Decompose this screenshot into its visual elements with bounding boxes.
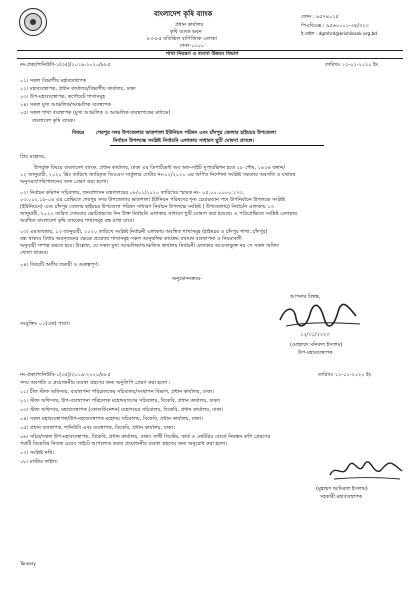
paragraph-line: জানুয়ারী, ২০২০ তারিখ সোমবার ভোটগ্রহণের দিন উক্ত নির্বাচনি এলাকায় সাধারণ ছুটি ঘোষণা করা হয়েছে। এ পরিপ্রেক্ষিতে সংশ্লিষ্ট এলাকায়: [20, 211, 298, 217]
paragraph-line: অনুসরণ/পরিপালনের জন্য প্রেরণ করা হলো।: [20, 179, 109, 185]
copy-item: ০৬। সচিব/সকল উপ-মহাব্যবস্থাপক, বিকেবি, প্রধান কার্যালয়, ঢাকা। সাথী সিস্টেম, কার্ড ও নোটরিয় বোর্ডে নিবন্ধন কপি প্রেরণের: [20, 434, 271, 440]
bank-logo-icon: [19, 8, 47, 36]
office-address: ৮৩-৮৫ মতিঝিল বাণিজ্যিক এলাকা: [147, 36, 217, 42]
paragraph-line: ০৪। বিষয়টি অতীব জরুরী ও গুরুত্বপূর্ণ।: [20, 262, 99, 268]
memo-date: তারিখঃ ১২-০১-২০২০ ইং: [325, 62, 378, 68]
paragraph-line: উপর্যুক্ত বিষয়ে বাংলাদেশ ব্যাংক, প্রধান কার্যালয়, ঢাকা এর ডিপার্টমেন্ট অব অফ-সাইট সুপারভিশন হতে ২৮ পৌষ, ১৪২৬ বঙ্গাব্দ/: [34, 165, 285, 171]
recipient-org: বাংলাদেশ কৃষি ব্যাংক।: [32, 118, 76, 124]
copy-item: পত্রটি বিকেবির নিজস্ব ওয়েব সাইটে আপলোড করার প্রয়োজনীয় ব্যবস্থা গ্রহণের জন্য অনুরোধ করা হলো।: [20, 441, 227, 447]
subject-line: নির্বাচন উপলক্ষে সংশ্লিষ্ট নির্বাচনি এলাকায় সাধারণ ছুটি ঘোষণা প্রসঙ্গে।: [113, 138, 255, 144]
department-name: শাখা নিয়ন্ত্রণ ও ব্যবসা উন্নয়ন বিভাগ: [166, 51, 239, 57]
paragraph-line: (ইউনিয়নে) এবং চাঁদপুর জেলার হাইমচর উপজেলা পরিষদ সাধারণ নির্বাচন উপলক্ষে সংশ্লিষ্ট ( উপজেলায়) নির্বাচনি এলাকায় ১৩: [20, 204, 274, 210]
copy-item: ০১। চীফ স্টাফ অফিসার, ব্যবস্থাপনা পরিচালকের সচিবালয়/সংস্থাপন বিভাগ, প্রধান কার্যালয়, ঢাকা।: [20, 389, 214, 395]
recipient-item: ০১। সকল বিভাগীয় মহাব্যবস্থাপক: [20, 78, 87, 84]
phone-number: ফোন : ৯৫৭৪০২৫: [301, 14, 339, 20]
salutation: প্রিয় মহোদয়,: [20, 154, 46, 160]
office-name: প্রধান কার্যালয়: [175, 22, 204, 28]
signer-name: (মোহাম্মদ মনিরুল ইসলাম): [290, 342, 343, 348]
copy-item: ০২। স্টাফ অফিসার, উপ-ব্যবস্থাপনা পরিচালক মহোদয়গণের সচিবালয়, বিকেবি, প্রধান কার্যালয়, ঢাকা।: [20, 398, 221, 404]
copy-item: ০৭। সংশ্লিষ্ট নথি।: [20, 450, 55, 456]
signer-title: সহকারী মহাব্যবস্থাপক: [320, 494, 363, 500]
paragraph-line: খোলা থাকবে।: [20, 250, 49, 256]
approval-text: অনুমোদনক্রমে-: [172, 276, 202, 282]
signer-name: (মুহাম্মদ আমিরুল ইসলাম): [316, 486, 368, 492]
copy-item: ০৩। স্টাফ অফিসার, মহাব্যবস্থাপক (কোঅর্ডিনেশন) মহোদয়ের সচিবালয়, বিকেবি, প্রধান কার্যালয়, ঢাকা।: [20, 407, 224, 413]
signer-title: উপ-মহাব্যবস্থাপক: [298, 350, 333, 356]
recipient-item: ০৪। সকল মুখ্য আঞ্চলিক/আঞ্চলিক ব্যবস্থাপক: [20, 102, 111, 108]
footer-note: Tannery: [20, 561, 36, 566]
memo-reference: নং-প্রকা/শানিউবি-১(৩৫)/২০১৯-২০২০/৮৮৫: [20, 62, 111, 68]
memo-date: তারিখঃ ১২-০১-২০২০ ইং: [318, 372, 371, 378]
copy-item: ০৪। সকল মহাব্যবস্থাপক/উপ-মহাব্যবস্থাপক মহোদয় সচিবালয়, বিকেবি, প্রধান কার্যালয়, ঢাকা।: [20, 416, 203, 422]
subject-label: বিষয়ঃ: [72, 130, 85, 136]
memo-reference: নং-প্রকা/শানিউবি-১(৩৫)/২০১৯-২০২০/৮৮৫: [20, 372, 111, 378]
pabx-number: পিএবিএক্স : ৯৫৬০০০১-৩৫/৩২৩: [301, 23, 369, 29]
paragraph-line: ১২ জানুয়ারী, ২০২০ খ্রিঃ তারিখে জারিকৃত ডিওএস সার্কুলার লেটার নং-০২/২০২০ এর অর্পিত নির্দেশনা সংশ্লিষ্ট সকলের অবগতি ও যথাযথ: [20, 172, 296, 178]
signature-date: ১২/০১/২০২০: [300, 332, 330, 338]
paragraph-line: অবস্থিত বাংলাদেশ কৃষি ব্যাংকের শাখাসমূহ বন্ধ রাখা যাবে।: [20, 218, 135, 224]
copy-item: ০৫। প্রধান ব্যবস্থাপক, শানিউবি এবং ব্যবস্থাপক, বিকেবি, প্রধান কার্যালয়, ঢাকা।: [20, 425, 175, 431]
org-name: বাংলাদেশ কৃষি ব্যাংক: [154, 10, 213, 18]
closing-text: আপনার বিশ্বস্ত,: [290, 294, 321, 300]
enclosure-text: সংযুক্তিঃ ০১(এক) পাতা।: [20, 321, 70, 327]
building-name: কৃষি ব্যাংক ভবন: [170, 29, 202, 35]
office-city: ঢাকা-১০০০: [180, 43, 205, 49]
copy-intro: সদয় অবগতি ও প্রয়োজনীয় ব্যবস্থা গ্রহণের জন্য অনুলিপি প্রেরণ করা হলো :: [20, 380, 171, 386]
email-address: ই-মেইল : dgmhrd@krishibank.org.bd: [301, 32, 378, 37]
recipient-item: ০৫। সকল শাখা ব্যবস্থাপক (মুখ্য আঞ্চলিক ও আঞ্চলিক ব্যবস্থাপকের মাধ্যমে): [20, 110, 171, 116]
header-rule-bottom: [17, 58, 403, 59]
signature-image: [326, 457, 406, 485]
paragraph-line: ০৩.০০২.১৮-০৪ এর প্রেক্ষিতে শেরপুর সদর উপজেলার ভাতশালা ইউনিয়ন পরিষদের শূন্য চেয়ারম্যান পদে উপনির্বাচন উপলক্ষে সংশ্লিষ্ট: [20, 197, 286, 203]
subject-line: শেরপুর সদর উপজেলার ভাতশালা ইউনিয়ন পরিষদ এবং চাঁদপুর জেলার হাইমচর উপজেলা: [96, 130, 276, 136]
recipient-item: ০২। মহাব্যবস্থাপক, প্রধান কার্যালয়/বিভাগীয় কার্যালয়, ঢাকা: [20, 86, 136, 92]
subject-underline: [110, 145, 324, 146]
paragraph-line: বন্ধ থাকবে বিধায় অবসৃজনের ক্ষেত্রে প্রযোজ্য শাখাসমূহ সকল আনুষঙ্গিক কার্যক্রম যথাযথ ব্যবস্থাপনা ও নিয়মাবলী: [20, 236, 242, 242]
paragraph-line: অনুযায়ী সম্পন্ন করতে হবে। উল্লেখ্য, যে সকল মুখ্য আঞ্চলিক/আঞ্চলিক কার্যালয় নির্বাচনী এলাকার আওতাভুক্ত নয় সে সকল অফিস: [20, 243, 279, 249]
copy-item: ০৮। মাস্টার ফাইল।: [20, 459, 58, 465]
paragraph-line: ০২। নির্বাচন কমিশন সচিবালয়, জনপ্রশাসন মন্ত্রণালয়ের ০৮/০১/২০২০ তারিখের স্মারক নং- ০৫.০০.০০০০.১৭৩.: [20, 190, 245, 196]
signature-image: [276, 300, 366, 336]
recipient-item: ০৩। উপ-মহাব্যবস্থাপক, কর্পোরেট শাখাসমূহ: [20, 94, 105, 100]
paragraph-line: ০৩। এমতাবস্থায়, ১৩ জানুয়ারী, ২০২০ তারিখে সংশ্লিষ্ট নির্বাচনী এলাকায় অবস্থিত শাখাসমূহ (হাইমচর ও চাঁদপুর শাখা, চাঁদপুর): [20, 229, 268, 235]
